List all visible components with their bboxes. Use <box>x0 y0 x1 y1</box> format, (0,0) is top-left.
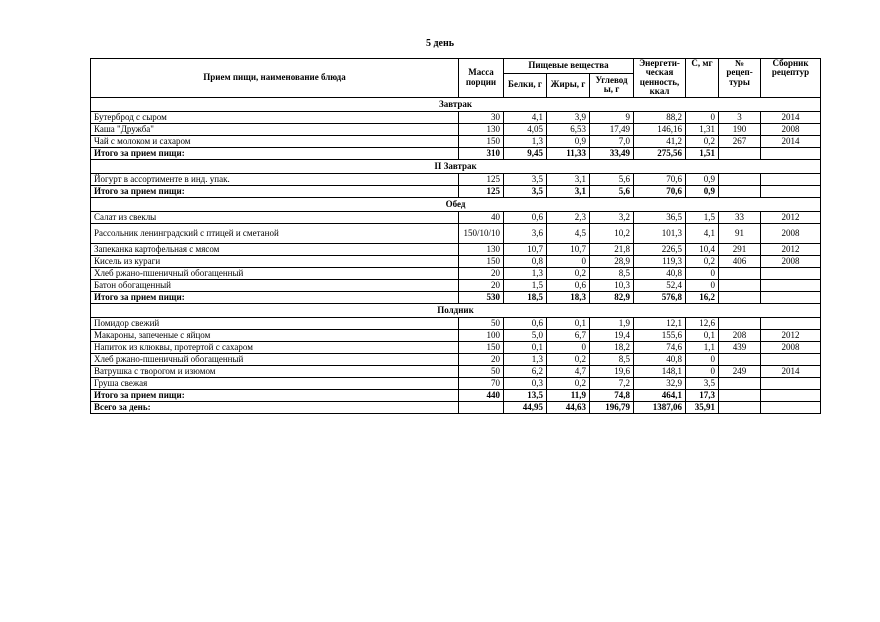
cell-protein: 0,3 <box>504 377 547 389</box>
cell-fat: 0,2 <box>547 353 590 365</box>
cell-energy: 52,4 <box>634 279 686 291</box>
table-row <box>91 223 821 243</box>
cell-protein: 4,1 <box>504 111 547 123</box>
cell-collection <box>761 279 821 291</box>
cell-recipe <box>719 267 761 279</box>
dish-name: Хлеб ржано-пшеничный обогащенный <box>91 267 459 279</box>
total-vitc: 0,9 <box>686 185 719 197</box>
empty-cell <box>761 185 821 197</box>
cell-energy: 12,1 <box>634 317 686 329</box>
cell-mass: 20 <box>459 279 504 291</box>
cell-recipe <box>719 353 761 365</box>
total-protein: 3,5 <box>504 185 547 197</box>
total-energy: 464,1 <box>634 389 686 401</box>
cell-protein: 4,05 <box>504 123 547 135</box>
total-label: Итого за прием пищи: <box>91 291 459 303</box>
total-carbs: 82,9 <box>590 291 634 303</box>
total-protein: 13,5 <box>504 389 547 401</box>
total-vitc: 17,3 <box>686 389 719 401</box>
cell-carbs: 7,2 <box>590 377 634 389</box>
cell-fat: 0,2 <box>547 267 590 279</box>
total-mass: 440 <box>459 389 504 401</box>
cell-collection: 2008 <box>761 123 821 135</box>
cell-vitc: 0 <box>686 279 719 291</box>
total-fat: 3,1 <box>547 185 590 197</box>
cell-vitc: 0 <box>686 267 719 279</box>
table-row <box>91 135 821 147</box>
cell-carbs: 10,3 <box>590 279 634 291</box>
dish-name: Запеканка картофельная с мясом <box>91 243 459 255</box>
page-title: 5 день <box>425 38 455 49</box>
cell-protein: 3,5 <box>504 173 547 185</box>
cell-fat: 3,1 <box>547 173 590 185</box>
meal-total-row <box>91 147 821 159</box>
cell-vitc: 10,4 <box>686 243 719 255</box>
cell-mass: 70 <box>459 377 504 389</box>
dish-name: Батон обогащенный <box>91 279 459 291</box>
section-header <box>91 159 821 173</box>
cell-recipe: 267 <box>719 135 761 147</box>
cell-recipe: 208 <box>719 329 761 341</box>
header-nutrients: Пищевые вещества <box>504 59 634 74</box>
cell-energy: 146,16 <box>634 123 686 135</box>
menu-table <box>90 58 821 414</box>
cell-carbs: 10,2 <box>590 223 634 243</box>
cell-protein: 1,3 <box>504 135 547 147</box>
cell-protein: 10,7 <box>504 243 547 255</box>
cell-mass: 100 <box>459 329 504 341</box>
cell-fat: 0,1 <box>547 317 590 329</box>
cell-carbs: 21,8 <box>590 243 634 255</box>
total-label: Итого за прием пищи: <box>91 185 459 197</box>
cell-carbs: 19,4 <box>590 329 634 341</box>
cell-recipe: 91 <box>719 223 761 243</box>
cell-recipe <box>719 173 761 185</box>
cell-carbs: 18,2 <box>590 341 634 353</box>
empty-cell <box>719 291 761 303</box>
cell-vitc: 1,5 <box>686 211 719 223</box>
cell-mass: 150 <box>459 255 504 267</box>
cell-mass: 150/10/10 <box>459 223 504 243</box>
dish-name: Каша "Дружба" <box>91 123 459 135</box>
dish-name: Чай с молоком и сахаром <box>91 135 459 147</box>
cell-collection: 2008 <box>761 341 821 353</box>
cell-vitc: 12,6 <box>686 317 719 329</box>
cell-vitc: 0 <box>686 365 719 377</box>
table-row <box>91 317 821 329</box>
empty-cell <box>761 147 821 159</box>
table-row <box>91 279 821 291</box>
cell-vitc: 0 <box>686 111 719 123</box>
cell-fat: 6,7 <box>547 329 590 341</box>
table-row <box>91 123 821 135</box>
cell-vitc: 0,1 <box>686 329 719 341</box>
section-header <box>91 197 821 211</box>
table-row <box>91 255 821 267</box>
dish-name: Помидор свежий <box>91 317 459 329</box>
empty-cell <box>761 389 821 401</box>
header-carbs: Углевод ы, г <box>590 73 634 97</box>
cell-carbs: 8,5 <box>590 353 634 365</box>
cell-carbs: 3,2 <box>590 211 634 223</box>
day-total-vitc: 35,91 <box>686 401 719 413</box>
cell-collection <box>761 317 821 329</box>
cell-energy: 41,2 <box>634 135 686 147</box>
dish-name: Макароны, запеченые с яйцом <box>91 329 459 341</box>
table-row <box>91 365 821 377</box>
dish-name: Бутерброд с сыром <box>91 111 459 123</box>
cell-recipe: 439 <box>719 341 761 353</box>
day-total-protein: 44,95 <box>504 401 547 413</box>
cell-vitc: 0,2 <box>686 255 719 267</box>
cell-energy: 88,2 <box>634 111 686 123</box>
cell-collection <box>761 377 821 389</box>
cell-carbs: 1,9 <box>590 317 634 329</box>
cell-mass: 150 <box>459 341 504 353</box>
cell-fat: 2,3 <box>547 211 590 223</box>
dish-name: Рассольник ленинградский с птицей и сметаной <box>91 223 459 243</box>
header-mass: Масса порции <box>459 59 504 98</box>
cell-mass: 20 <box>459 267 504 279</box>
cell-energy: 32,9 <box>634 377 686 389</box>
cell-collection: 2014 <box>761 111 821 123</box>
header-protein: Белки, г <box>504 73 547 97</box>
empty-cell <box>761 291 821 303</box>
total-protein: 9,45 <box>504 147 547 159</box>
cell-mass: 40 <box>459 211 504 223</box>
total-mass: 125 <box>459 185 504 197</box>
cell-protein: 0,6 <box>504 211 547 223</box>
cell-mass: 125 <box>459 173 504 185</box>
cell-mass: 50 <box>459 317 504 329</box>
total-carbs: 74,8 <box>590 389 634 401</box>
cell-energy: 148,1 <box>634 365 686 377</box>
section-title: Обед <box>91 197 821 211</box>
total-energy: 275,56 <box>634 147 686 159</box>
cell-energy: 119,3 <box>634 255 686 267</box>
table-row <box>91 111 821 123</box>
cell-collection: 2012 <box>761 243 821 255</box>
day-total-fat: 44,63 <box>547 401 590 413</box>
cell-mass: 20 <box>459 353 504 365</box>
day-total-row <box>91 401 821 413</box>
meal-total-row <box>91 389 821 401</box>
cell-carbs: 8,5 <box>590 267 634 279</box>
total-carbs: 33,49 <box>590 147 634 159</box>
cell-carbs: 17,49 <box>590 123 634 135</box>
cell-energy: 74,6 <box>634 341 686 353</box>
cell-collection: 2008 <box>761 223 821 243</box>
dish-name: Йогурт в ассортименте в инд. упак. <box>91 173 459 185</box>
cell-protein: 0,1 <box>504 341 547 353</box>
cell-mass: 150 <box>459 135 504 147</box>
empty-cell <box>719 185 761 197</box>
header-fat: Жиры, г <box>547 73 590 97</box>
cell-recipe: 3 <box>719 111 761 123</box>
empty-cell <box>719 389 761 401</box>
section-header <box>91 97 821 111</box>
table-row <box>91 211 821 223</box>
day-total-mass <box>459 401 504 413</box>
total-mass: 310 <box>459 147 504 159</box>
dish-name: Груша свежая <box>91 377 459 389</box>
table-row <box>91 341 821 353</box>
day-total-label: Всего за день: <box>91 401 459 413</box>
cell-collection: 2014 <box>761 135 821 147</box>
cell-energy: 155,6 <box>634 329 686 341</box>
cell-collection: 2014 <box>761 365 821 377</box>
cell-protein: 5,0 <box>504 329 547 341</box>
total-label: Итого за прием пищи: <box>91 147 459 159</box>
cell-carbs: 9 <box>590 111 634 123</box>
header-meal: Прием пищи, наименование блюда <box>91 59 459 98</box>
total-fat: 18,3 <box>547 291 590 303</box>
dish-name: Кисель из кураги <box>91 255 459 267</box>
cell-mass: 130 <box>459 243 504 255</box>
cell-protein: 3,6 <box>504 223 547 243</box>
cell-fat: 3,9 <box>547 111 590 123</box>
cell-energy: 70,6 <box>634 173 686 185</box>
cell-recipe <box>719 279 761 291</box>
cell-carbs: 7,0 <box>590 135 634 147</box>
total-vitc: 16,2 <box>686 291 719 303</box>
meal-total-row <box>91 185 821 197</box>
cell-carbs: 5,6 <box>590 173 634 185</box>
cell-vitc: 0 <box>686 353 719 365</box>
section-title: Полдник <box>91 303 821 317</box>
table-row <box>91 353 821 365</box>
cell-collection: 2008 <box>761 255 821 267</box>
cell-fat: 0,6 <box>547 279 590 291</box>
table-row <box>91 267 821 279</box>
cell-recipe: 406 <box>719 255 761 267</box>
cell-protein: 0,6 <box>504 317 547 329</box>
dish-name: Салат из свеклы <box>91 211 459 223</box>
cell-recipe: 33 <box>719 211 761 223</box>
cell-fat: 0 <box>547 255 590 267</box>
table-row <box>91 377 821 389</box>
cell-mass: 130 <box>459 123 504 135</box>
table-row <box>91 173 821 185</box>
cell-collection <box>761 353 821 365</box>
cell-energy: 101,3 <box>634 223 686 243</box>
cell-fat: 4,7 <box>547 365 590 377</box>
cell-collection: 2012 <box>761 211 821 223</box>
table-row <box>91 243 821 255</box>
cell-fat: 0,9 <box>547 135 590 147</box>
cell-vitc: 4,1 <box>686 223 719 243</box>
menu-body <box>91 97 821 413</box>
cell-energy: 40,8 <box>634 353 686 365</box>
total-fat: 11,9 <box>547 389 590 401</box>
cell-collection <box>761 173 821 185</box>
cell-collection: 2012 <box>761 329 821 341</box>
day-total-carbs: 196,79 <box>590 401 634 413</box>
empty-cell <box>761 401 821 413</box>
day-total-energy: 1387,06 <box>634 401 686 413</box>
cell-carbs: 19,6 <box>590 365 634 377</box>
header-recipe-no: № рецеп-туры <box>719 59 761 98</box>
section-title: II Завтрак <box>91 159 821 173</box>
cell-fat: 6,53 <box>547 123 590 135</box>
table-row <box>91 329 821 341</box>
cell-protein: 1,3 <box>504 353 547 365</box>
total-label: Итого за прием пищи: <box>91 389 459 401</box>
empty-cell <box>719 401 761 413</box>
dish-name: Ватрушка с творогом и изюмом <box>91 365 459 377</box>
total-mass: 530 <box>459 291 504 303</box>
cell-recipe: 291 <box>719 243 761 255</box>
cell-carbs: 28,9 <box>590 255 634 267</box>
cell-protein: 0,8 <box>504 255 547 267</box>
total-energy: 70,6 <box>634 185 686 197</box>
cell-vitc: 0,2 <box>686 135 719 147</box>
cell-fat: 10,7 <box>547 243 590 255</box>
cell-vitc: 1,31 <box>686 123 719 135</box>
cell-energy: 40,8 <box>634 267 686 279</box>
total-carbs: 5,6 <box>590 185 634 197</box>
cell-recipe: 249 <box>719 365 761 377</box>
total-energy: 576,8 <box>634 291 686 303</box>
cell-fat: 4,5 <box>547 223 590 243</box>
total-fat: 11,33 <box>547 147 590 159</box>
cell-fat: 0,2 <box>547 377 590 389</box>
cell-protein: 1,5 <box>504 279 547 291</box>
section-title: Завтрак <box>91 97 821 111</box>
cell-recipe <box>719 317 761 329</box>
cell-recipe <box>719 377 761 389</box>
cell-energy: 36,5 <box>634 211 686 223</box>
cell-recipe: 190 <box>719 123 761 135</box>
header-energy: Энергети-ческая ценность, ккал <box>634 59 686 98</box>
total-vitc: 1,51 <box>686 147 719 159</box>
meal-total-row <box>91 291 821 303</box>
header-collection: Сборник рецептур <box>761 59 821 98</box>
cell-protein: 6,2 <box>504 365 547 377</box>
section-header <box>91 303 821 317</box>
cell-vitc: 1,1 <box>686 341 719 353</box>
total-protein: 18,5 <box>504 291 547 303</box>
cell-collection <box>761 267 821 279</box>
cell-vitc: 3,5 <box>686 377 719 389</box>
cell-mass: 30 <box>459 111 504 123</box>
header-vitc: С, мг <box>686 59 719 98</box>
dish-name: Хлеб ржано-пшеничный обогащенный <box>91 353 459 365</box>
cell-protein: 1,3 <box>504 267 547 279</box>
dish-name: Напиток из клюквы, протертой с сахаром <box>91 341 459 353</box>
cell-vitc: 0,9 <box>686 173 719 185</box>
cell-energy: 226,5 <box>634 243 686 255</box>
cell-mass: 50 <box>459 365 504 377</box>
cell-fat: 0 <box>547 341 590 353</box>
empty-cell <box>719 147 761 159</box>
